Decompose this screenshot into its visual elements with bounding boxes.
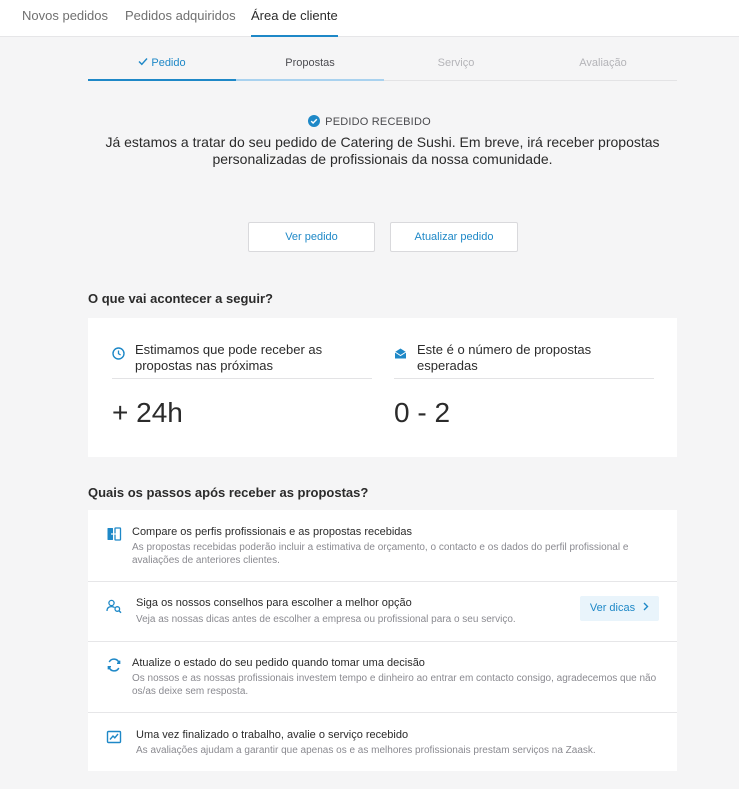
item-title: Siga os nossos conselhos para escolher a melhor opção bbox=[136, 597, 412, 609]
item-description: Veja as nossas dicas antes de escolher a empresa ou profissional para o seu serviço. bbox=[136, 614, 516, 625]
update-request-button[interactable]: Atualizar pedido bbox=[390, 222, 518, 252]
step-propostas[interactable] bbox=[236, 48, 384, 81]
compare-icon bbox=[106, 526, 122, 542]
next-steps-heading: O que vai acontecer a seguir? bbox=[88, 291, 273, 306]
tab-purchased-requests[interactable]: Pedidos adquiridos bbox=[125, 8, 236, 23]
step-avaliacao-label: Avaliação bbox=[579, 57, 627, 69]
item-title: Atualize o estado do seu pedido quando tomar uma decisão bbox=[132, 657, 425, 669]
envelope-icon bbox=[394, 347, 407, 360]
view-request-button[interactable]: Ver pedido bbox=[248, 222, 375, 252]
user-search-icon bbox=[106, 598, 122, 614]
rating-icon bbox=[106, 729, 122, 745]
step-propostas-label: Propostas bbox=[285, 57, 335, 69]
clock-icon bbox=[112, 347, 125, 360]
status-badge bbox=[0, 115, 739, 128]
step-servico-label: Serviço bbox=[437, 57, 475, 69]
estimate-count-value: 0 - 2 bbox=[394, 397, 451, 428]
after-steps-list bbox=[88, 510, 677, 771]
estimate-count-text: Este é o número de propostas esperadas bbox=[417, 342, 592, 373]
estimate-count-label bbox=[394, 342, 654, 379]
view-tips-label: Ver dicas bbox=[589, 602, 636, 614]
item-description: Os nossos e as nossas profissionais investem tempo e dinheiro ao entrar em contacto consigo, agradecemos que não os/as deixe sem resposta. bbox=[132, 673, 657, 697]
step-avaliacao bbox=[529, 48, 677, 81]
item-title: Compare os perfis profissionais e as propostas recebidas bbox=[132, 526, 413, 538]
check-icon bbox=[138, 48, 148, 78]
status-message: Já estamos a tratar do seu pedido de Catering de Sushi. Em breve, irá receber propostas personalizadas de profissionais da nossa comunidade. bbox=[105, 134, 660, 167]
estimate-time-label bbox=[112, 342, 372, 379]
estimate-time-text: Estimamos que pode receber as propostas nas próximas bbox=[135, 342, 323, 373]
list-item bbox=[88, 642, 677, 713]
tab-new-requests[interactable]: Novos pedidos bbox=[22, 8, 108, 23]
estimate-time bbox=[112, 342, 372, 429]
view-tips-button[interactable] bbox=[580, 596, 659, 621]
list-item bbox=[88, 582, 677, 642]
list-item bbox=[88, 510, 677, 582]
check-circle-icon bbox=[308, 115, 320, 127]
item-description: As propostas recebidas poderão incluir a estimativa de orçamento, o contacto e os dados do perfil profissional e avaliações de anteriores clientes. bbox=[132, 542, 629, 566]
step-pedido[interactable] bbox=[88, 48, 236, 81]
progress-steps bbox=[88, 48, 677, 81]
step-servico bbox=[382, 48, 530, 81]
after-proposals-heading: Quais os passos após receber as propostas? bbox=[88, 485, 369, 500]
refresh-icon bbox=[106, 657, 122, 673]
step-pedido-label: Pedido bbox=[151, 57, 186, 69]
estimate-count bbox=[394, 342, 654, 429]
estimate-time-value: + 24h bbox=[112, 397, 183, 428]
list-item bbox=[88, 713, 677, 771]
status-badge-label: PEDIDO RECEBIDO bbox=[325, 116, 431, 128]
estimate-card bbox=[88, 318, 677, 457]
item-title: Uma vez finalizado o trabalho, avalie o serviço recebido bbox=[136, 729, 409, 741]
chevron-right-icon bbox=[643, 596, 649, 621]
item-description: As avaliações ajudam a garantir que apenas os e as melhores profissionais prestam serviços na Zaask. bbox=[136, 745, 596, 756]
tab-client-area[interactable]: Área de cliente bbox=[251, 8, 338, 37]
top-nav bbox=[0, 0, 739, 37]
